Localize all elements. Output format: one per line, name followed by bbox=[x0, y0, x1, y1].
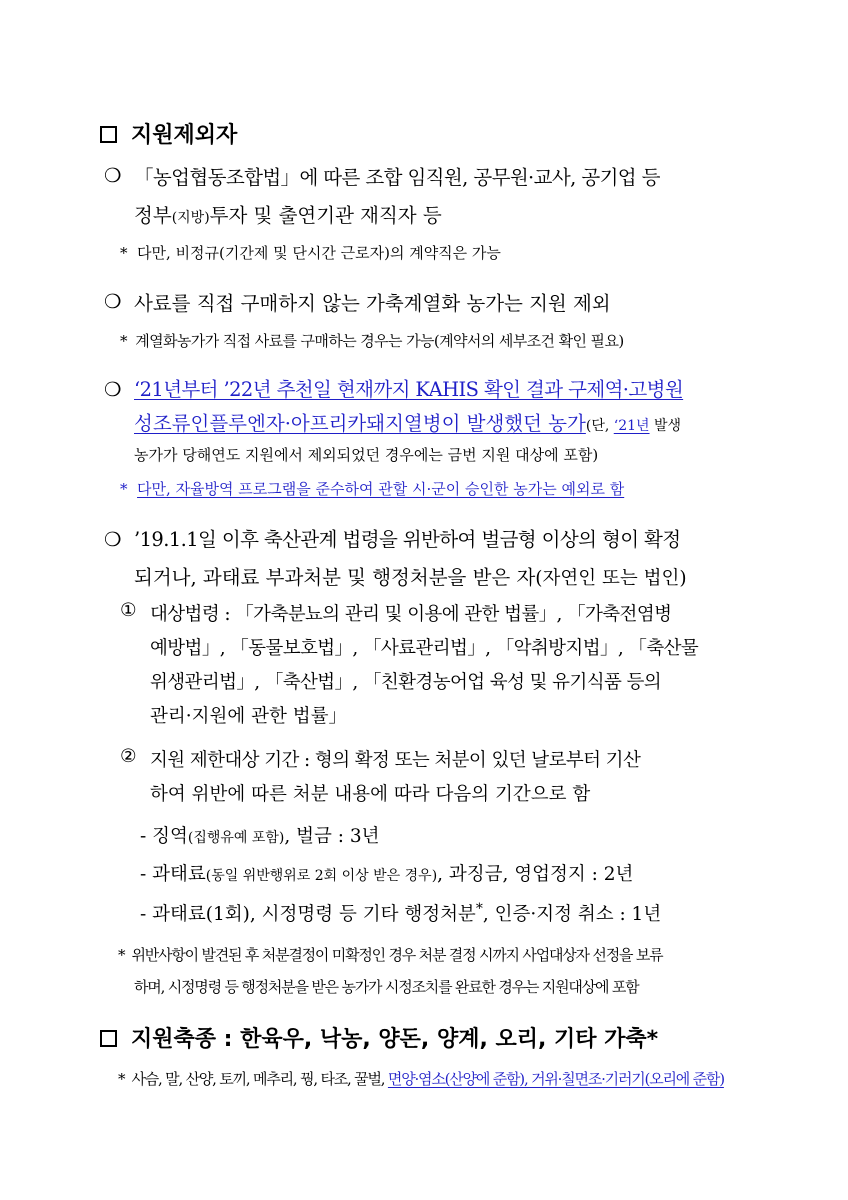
circle-bullet-icon: ❍ bbox=[104, 528, 122, 551]
circled-number-2: ② bbox=[120, 746, 137, 767]
dash-item: - 과태료(동일 위반행위로 2회 이상 받은 경우), 과징금, 영업정지 : 2년 bbox=[140, 864, 634, 885]
checkbox-square-icon bbox=[100, 126, 117, 143]
checkbox-square-icon bbox=[100, 1030, 117, 1047]
list-item-text: 「농업협동조합법」에 따른 조합 임직원, 공무원·교사, 공기업 등 bbox=[134, 166, 660, 189]
footnote-continued: 하며, 시정명령 등 행정처분을 받은 농가가 시정조치를 완료한 경우는 지원대상에 포함 bbox=[134, 978, 639, 996]
footnote: * 다만, 비정규(기간제 및 단시간 근로자)의 계약직은 가능 bbox=[120, 244, 501, 262]
list-item bbox=[104, 290, 121, 313]
list-item bbox=[104, 528, 121, 551]
list-item-text: 예방법」, 「동물보호법」, 「사료관리법」, 「악취방지법」, 「축산물 bbox=[150, 638, 699, 659]
list-item-text: 사료를 직접 구매하지 않는 가축계열화 농가는 지원 제외 bbox=[134, 292, 611, 315]
asterisk-icon: * bbox=[118, 946, 125, 964]
list-item-text: 농가가 당해연도 지원에서 제외되었던 경우에는 금번 지원 대상에 포함) bbox=[134, 446, 599, 464]
footnote: * 사슴, 말, 산양, 토끼, 메추리, 꿩, 타조, 꿀벌, 면양·염소(산양에 준함), 거위·칠면조·기러기(오리에 준함) bbox=[118, 1070, 724, 1088]
list-item bbox=[104, 378, 121, 401]
circle-bullet-icon: ❍ bbox=[104, 164, 122, 187]
dash-item: - 과태료(1회), 시정명령 등 기타 행정처분*, 인증·지정 취소 : 1년 bbox=[140, 900, 662, 925]
dash-item: - 징역(집행유예 포함), 벌금 : 3년 bbox=[140, 826, 380, 847]
list-item-text: 성조류인플루엔자·아프리카돼지열병이 발생했던 농가(단, ‘21년 발생 bbox=[134, 412, 682, 435]
footnote: * 위반사항이 발견된 후 처분결정이 미확정인 경우 처분 결정 시까지 사업대상자 선정을 보류 bbox=[118, 946, 663, 964]
circled-number-1: ① bbox=[120, 600, 137, 621]
asterisk-icon: * bbox=[120, 480, 128, 498]
asterisk-icon: * bbox=[120, 332, 127, 350]
circle-bullet-icon: ❍ bbox=[104, 378, 122, 401]
list-item-text: 위생관리법」, 「축산법」, 「친환경농어업 육성 및 유기식품 등의 bbox=[150, 672, 662, 693]
list-item-text: 정부(지방)투자 및 출연기관 재직자 등 bbox=[134, 204, 442, 227]
circle-bullet-icon: ❍ bbox=[104, 290, 122, 313]
list-item-text: 하여 위반에 따른 처분 내용에 따라 다음의 기간으로 함 bbox=[150, 784, 591, 805]
list-item-text: 대상법령 : 「가축분뇨의 관리 및 이용에 관한 법률」, 「가축전염병 bbox=[150, 604, 672, 625]
highlighted-text: ‘21년부터 ’22년 추천일 현재까지 KAHIS 확인 결과 구제역·고병원 bbox=[134, 378, 684, 401]
list-item-text: ’19.1.1일 이후 축산관계 법령을 위반하여 벌금형 이상의 형이 확정 bbox=[134, 528, 681, 551]
section-heading-exclusion: 지원제외자 bbox=[100, 118, 237, 149]
asterisk-icon: * bbox=[120, 244, 128, 262]
footnote: * 다만, 자율방역 프로그램을 준수하여 관할 시·군이 승인한 농가는 예외로 함 bbox=[120, 480, 625, 498]
list-item-text: 되거나, 과태료 부과처분 및 행정처분을 받은 자(자연인 또는 법인) bbox=[134, 566, 687, 589]
footnote: * 계열화농가가 직접 사료를 구매하는 경우는 가능(계약서의 세부조건 확인 필요) bbox=[120, 332, 624, 350]
list-item bbox=[104, 164, 121, 187]
list-item-text: 관리·지원에 관한 법률」 bbox=[150, 706, 347, 727]
asterisk-icon: * bbox=[118, 1070, 125, 1088]
section-heading-livestock: 지원축종 : 한육우, 낙농, 양돈, 양계, 오리, 기타 가축* bbox=[100, 1022, 658, 1053]
list-item-text: 지원 제한대상 기간 : 형의 확정 또는 처분이 있던 날로부터 기산 bbox=[150, 750, 641, 771]
